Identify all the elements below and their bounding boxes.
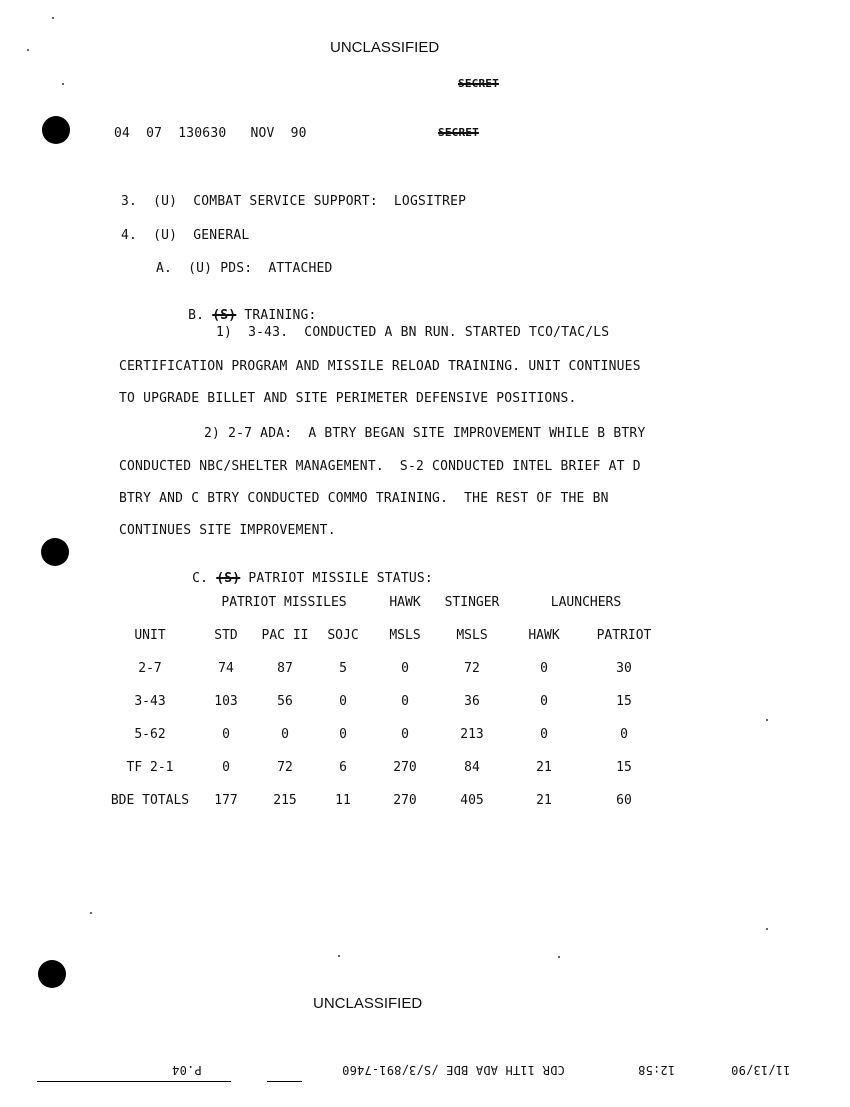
item-b-prefix: B.: [188, 308, 213, 323]
table-cell: 103: [214, 694, 238, 709]
table-cell: 60: [616, 793, 632, 808]
para2-line3: BTRY AND C BTRY CONDUCTED COMMO TRAINING. THE REST OF THE BN: [119, 491, 609, 506]
item-b-suffix: TRAINING:: [236, 308, 317, 323]
classification-bottom: UNCLASSIFIED: [313, 995, 423, 1012]
item-c-strikeout-mark: (S): [216, 571, 241, 586]
item-c-prefix: C.: [192, 571, 217, 586]
table-cell: 0: [401, 727, 409, 742]
table-cell: 177: [214, 793, 238, 808]
table-cell: 72: [277, 760, 293, 775]
scan-speck: [338, 955, 340, 957]
column-header: MSLS: [389, 628, 421, 643]
table-row: [104, 685, 666, 718]
table-cell: 21: [536, 760, 552, 775]
item-a-line: A. (U) PDS: ATTACHED: [156, 261, 333, 276]
table-cell: 0: [222, 760, 230, 775]
table-cell: 0: [401, 694, 409, 709]
column-header: MSLS: [456, 628, 488, 643]
classification-top: UNCLASSIFIED: [330, 39, 440, 56]
table-cell: 87: [277, 661, 293, 676]
table-cell: 270: [393, 760, 417, 775]
column-header: PAC II: [261, 628, 309, 643]
table-cell: BDE TOTALS: [110, 793, 190, 808]
table-group-header-row: [104, 586, 666, 619]
secret-marking-dtg: SECRET: [438, 126, 479, 139]
para1-line2: CERTIFICATION PROGRAM AND MISSILE RELOAD TRAINING. UNIT CONTINUES: [119, 359, 641, 374]
footer-rule-right: [267, 1081, 302, 1082]
item-4-line: 4. (U) GENERAL: [121, 228, 250, 243]
table-cell: 0: [540, 661, 548, 676]
table-cell: 6: [339, 760, 347, 775]
scan-speck: [90, 912, 92, 914]
table-cell: 11: [335, 793, 351, 808]
fax-page-number: P.04: [172, 1063, 202, 1077]
para2-line1: 2) 2-7 ADA: A BTRY BEGAN SITE IMPROVEMENT WHILE B BTRY: [204, 426, 646, 441]
table-cell: 0: [339, 727, 347, 742]
punch-hole-top: [42, 116, 70, 144]
secret-marking-top: SECRET: [458, 77, 499, 90]
group-header-hawk: HAWK: [389, 595, 421, 610]
column-header: HAWK: [528, 628, 560, 643]
table-cell: 0: [620, 727, 628, 742]
table-cell: 3-43: [134, 694, 166, 709]
para2-line4: CONTINUES SITE IMPROVEMENT.: [119, 523, 336, 538]
column-header: STD: [214, 628, 238, 643]
scan-speck: [52, 17, 54, 19]
group-header-patriot-missiles: PATRIOT MISSILES: [221, 595, 347, 610]
table-cell: 405: [460, 793, 484, 808]
table-cell: 0: [540, 727, 548, 742]
para1-line3: TO UPGRADE BILLET AND SITE PERIMETER DEFENSIVE POSITIONS.: [119, 391, 577, 406]
table-cell: 213: [460, 727, 484, 742]
table-cell: 74: [218, 661, 234, 676]
scan-speck: [766, 719, 768, 721]
table-row: [104, 751, 666, 784]
table-cell: 0: [339, 694, 347, 709]
table-cell: 0: [222, 727, 230, 742]
item-b-strikeout-mark: (S): [212, 308, 237, 323]
table-row-totals: [104, 784, 666, 817]
table-cell: 215: [273, 793, 297, 808]
group-header-launchers: LAUNCHERS: [550, 595, 622, 610]
column-header: UNIT: [134, 628, 166, 643]
table-cell: 30: [616, 661, 632, 676]
column-header: SOJC: [327, 628, 359, 643]
column-header: PATRIOT: [596, 628, 652, 643]
table-cell: 0: [401, 661, 409, 676]
table-cell: 72: [464, 661, 480, 676]
table-cell: 0: [281, 727, 289, 742]
table-row: [104, 718, 666, 751]
scan-speck: [27, 49, 29, 51]
para1-line1: 1) 3-43. CONDUCTED A BN RUN. STARTED TCO/TAC/LS: [216, 325, 610, 340]
table-cell: 21: [536, 793, 552, 808]
group-header-stinger: STINGER: [444, 595, 500, 610]
table-cell: 270: [393, 793, 417, 808]
table-cell: 56: [277, 694, 293, 709]
table-cell: 15: [616, 760, 632, 775]
table-row: [104, 652, 666, 685]
table-column-header-row: [104, 619, 666, 652]
para2-line2: CONDUCTED NBC/SHELTER MANAGEMENT. S-2 CONDUCTED INTEL BRIEF AT D: [119, 459, 641, 474]
table-cell: 5-62: [134, 727, 166, 742]
fax-sender-header: CDR 11TH ADA BDE /S/3/891-7460: [342, 1063, 565, 1077]
fax-date: 11/13/90: [731, 1063, 791, 1077]
punch-hole-bottom: [38, 960, 66, 988]
table-cell: 15: [616, 694, 632, 709]
scan-speck: [558, 956, 560, 958]
table-cell: 5: [339, 661, 347, 676]
missile-status-table: [104, 586, 666, 817]
footer-rule-left: [37, 1081, 231, 1082]
item-3-line: 3. (U) COMBAT SERVICE SUPPORT: LOGSITREP: [121, 194, 467, 209]
fax-time: 12:58: [638, 1063, 676, 1077]
item-c-suffix: PATRIOT MISSILE STATUS:: [240, 571, 433, 586]
table-cell: 2-7: [138, 661, 162, 676]
table-cell: TF 2-1: [126, 760, 174, 775]
table-cell: 0: [540, 694, 548, 709]
scan-speck: [62, 83, 64, 85]
table-cell: 84: [464, 760, 480, 775]
punch-hole-middle: [41, 538, 69, 566]
date-time-group: 04 07 130630 NOV 90: [114, 126, 307, 141]
table-cell: 36: [464, 694, 480, 709]
scan-speck: [766, 928, 768, 930]
